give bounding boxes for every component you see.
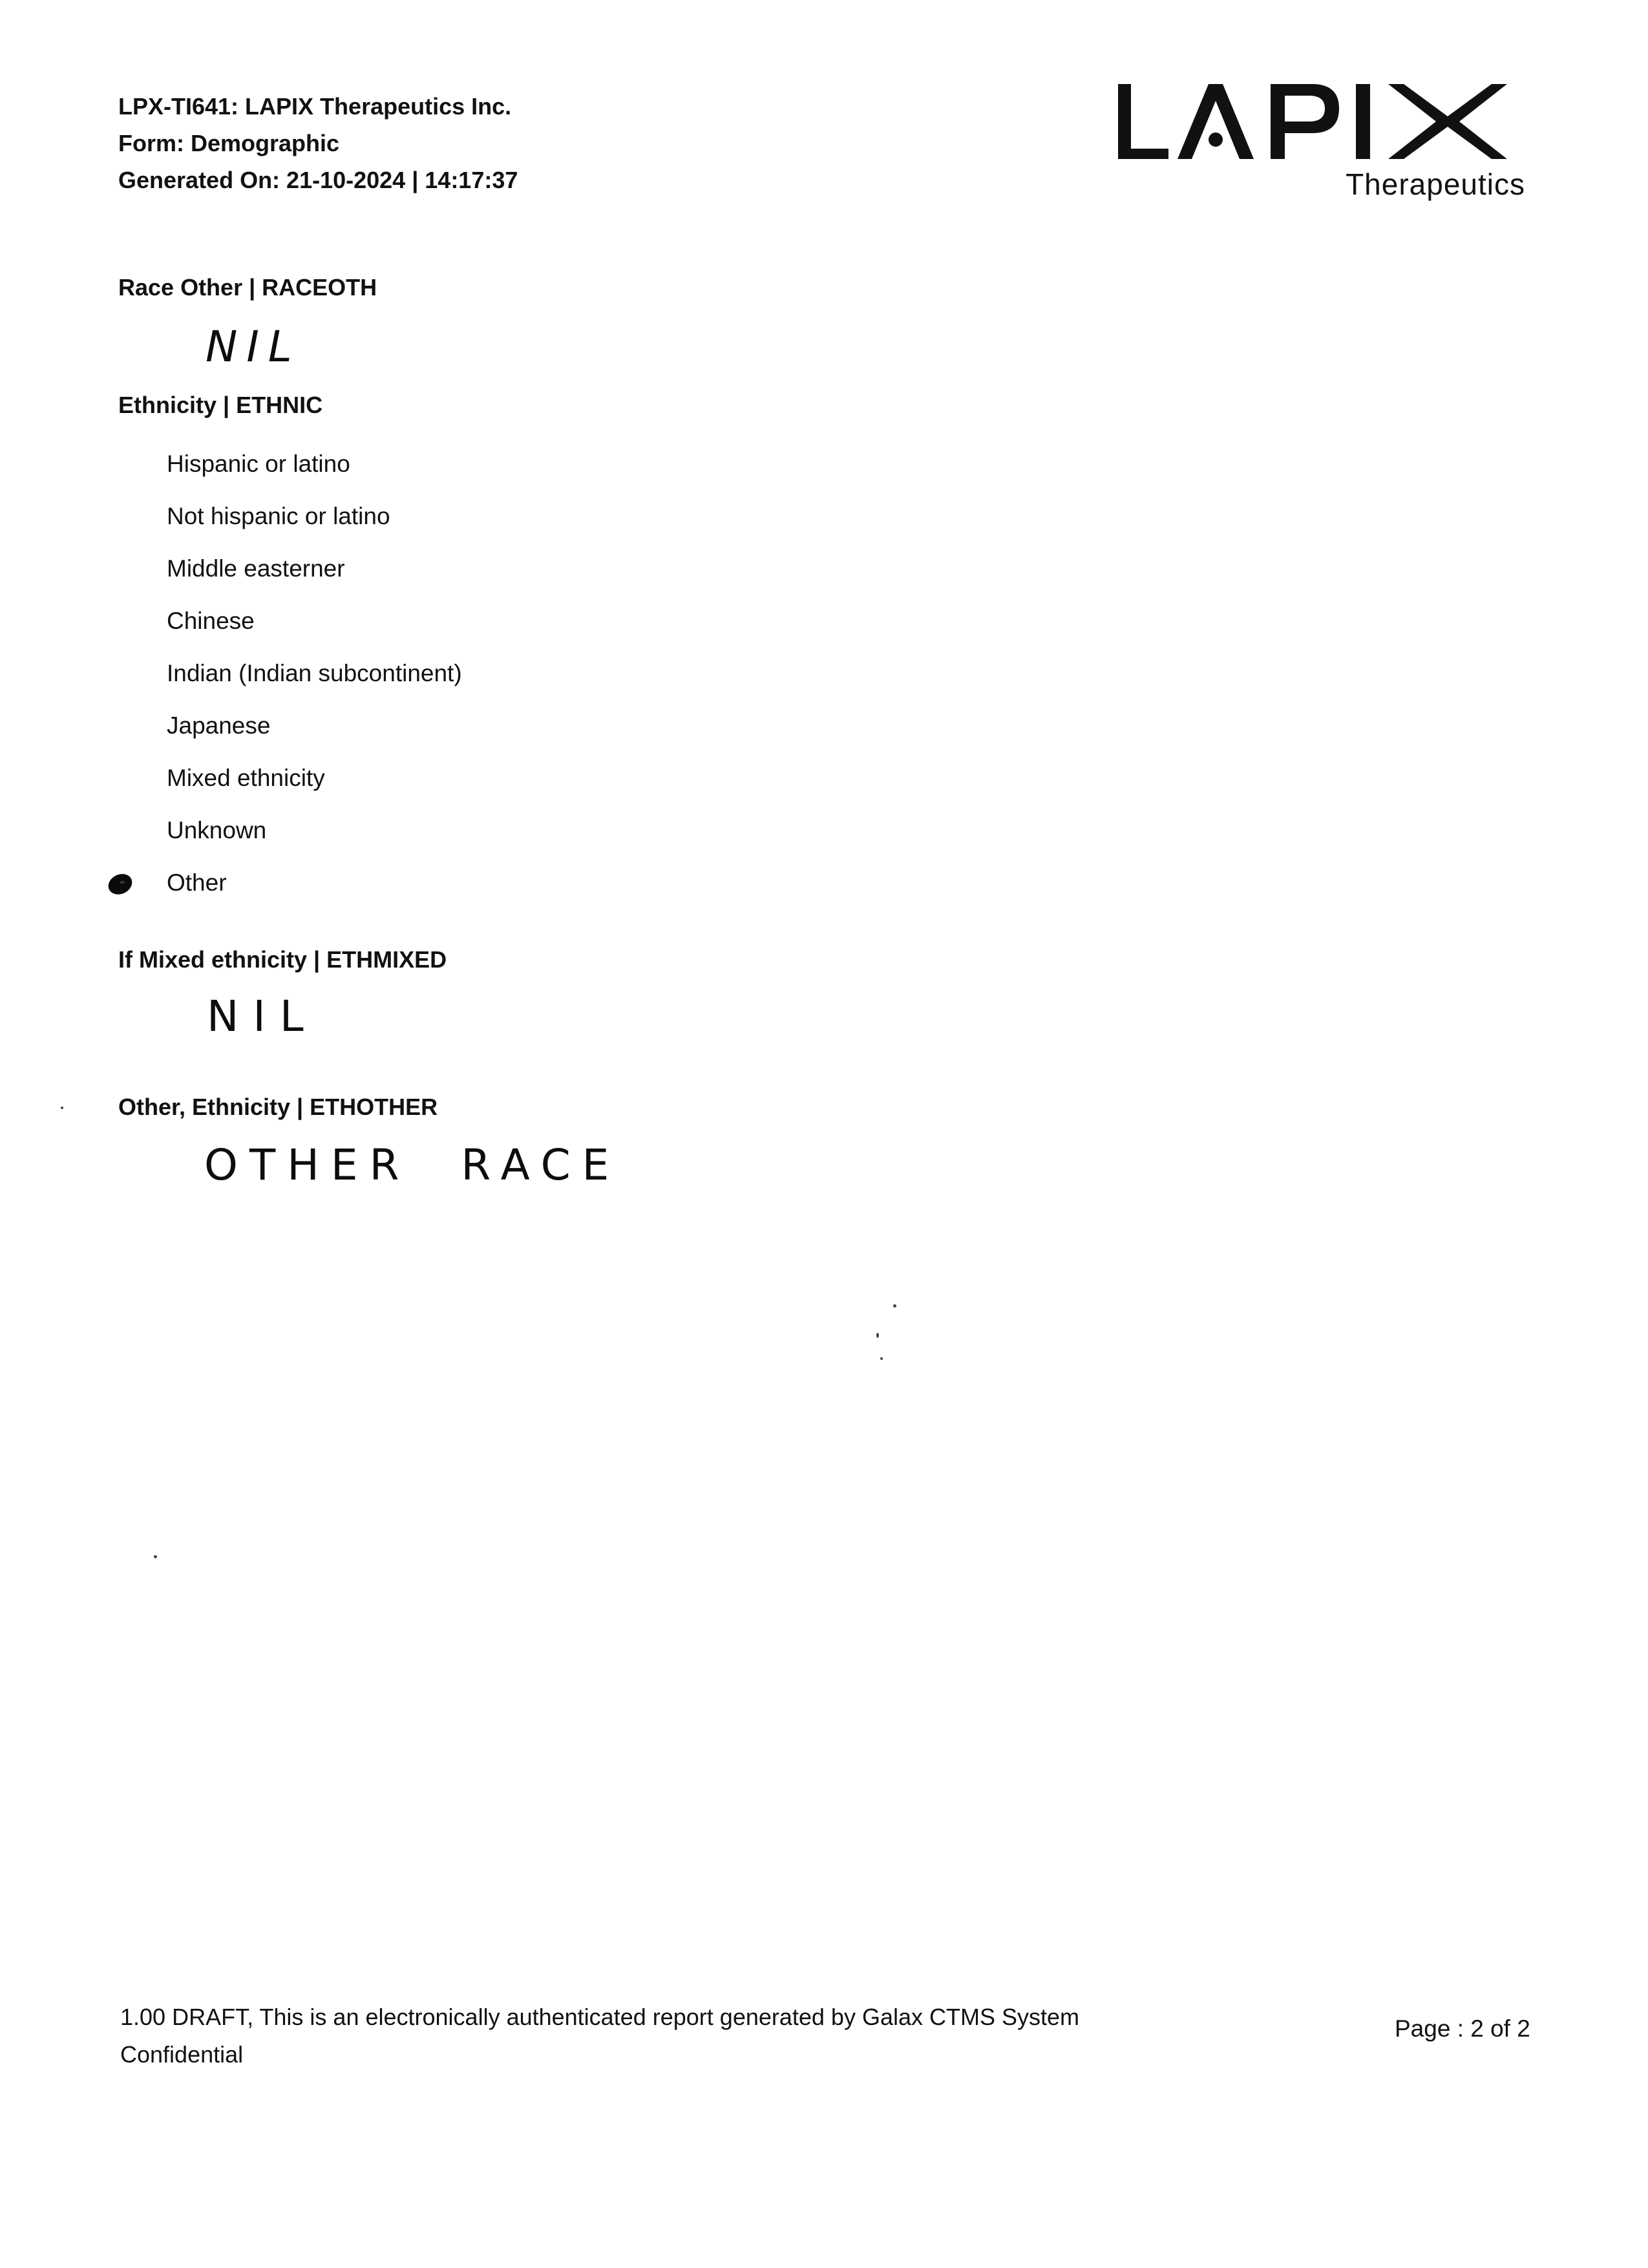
ethnicity-option-mixed: Mixed ethnicity <box>167 765 325 791</box>
study-title: LPX-TI641: LAPIX Therapeutics Inc. <box>118 93 512 120</box>
other-ethnicity-label: Other, Ethnicity | ETHOTHER <box>118 1094 438 1120</box>
ethnicity-option-other: Other <box>167 865 462 917</box>
filled-selection-mark-icon <box>107 871 133 897</box>
scan-speck <box>876 1333 879 1338</box>
race-other-handwritten-value: NIL <box>206 322 301 372</box>
scan-speck <box>893 1304 896 1308</box>
ethnicity-label: Ethnicity | ETHNIC <box>118 392 323 418</box>
mixed-ethnicity-label: If Mixed ethnicity | ETHMIXED <box>118 946 447 973</box>
footer-confidential-text: Confidential <box>120 2041 244 2068</box>
document-header <box>118 88 518 198</box>
ethnicity-option-hispanic: Hispanic or latino <box>167 450 350 477</box>
lapix-wordmark <box>1112 76 1525 167</box>
ethnicity-option-chinese: Chinese <box>167 608 255 634</box>
footer-notice <box>120 1998 1079 2073</box>
ethnicity-option-not-hispanic: Not hispanic or latino <box>167 503 390 529</box>
generated-timestamp: Generated On: 21-10-2024 | 14:17:37 <box>118 167 518 193</box>
mixed-ethnicity-handwritten-value: NIL <box>207 991 318 1041</box>
scan-speck <box>61 1107 63 1109</box>
lapix-logo <box>1112 76 1525 206</box>
race-other-label: Race Other | RACEOTH <box>118 274 377 301</box>
scan-speck <box>154 1555 157 1558</box>
form-name: Form: Demographic <box>118 130 340 156</box>
footer-authentication-text: 1.00 DRAFT, This is an electronically authenticated report generated by Galax CTMS System <box>120 2004 1080 2030</box>
page-number: Page : 2 of 2 <box>1395 2015 1530 2042</box>
scan-speck <box>880 1357 883 1360</box>
ethnicity-options-list <box>167 446 462 917</box>
ethnicity-option-unknown: Unknown <box>167 817 267 843</box>
ethnicity-option-indian: Indian (Indian subcontinent) <box>167 660 462 686</box>
ethnicity-option-middle-easterner: Middle easterner <box>167 555 345 582</box>
lapix-logo-text: LAPIX <box>1112 76 1114 77</box>
logo-subtitle: Therapeutics <box>1346 167 1525 201</box>
other-ethnicity-handwritten-value: OTHER RACE <box>204 1140 621 1190</box>
ethnicity-option-japanese: Japanese <box>167 712 271 739</box>
